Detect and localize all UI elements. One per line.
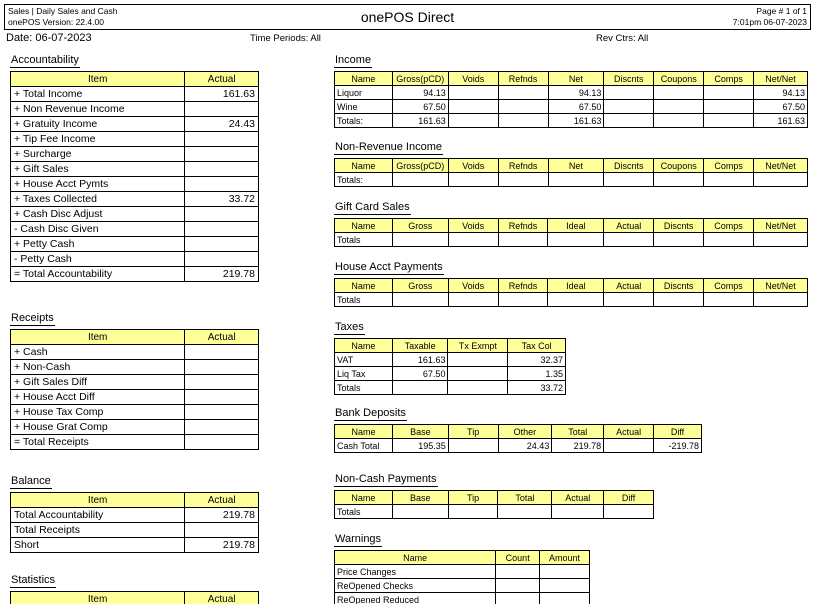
col-comps: Comps bbox=[704, 279, 754, 293]
cell-value bbox=[185, 375, 259, 390]
table-row bbox=[11, 252, 259, 267]
cell-tx-exmpt bbox=[448, 367, 508, 381]
cell-value: 219.78 bbox=[185, 538, 259, 553]
col-voids: Voids bbox=[448, 279, 498, 293]
cell-value: 219.78 bbox=[185, 508, 259, 523]
cell-value bbox=[185, 523, 259, 538]
income-title: Income bbox=[335, 54, 372, 66]
cell-coupons bbox=[654, 86, 704, 100]
warnings-title: Warnings bbox=[335, 533, 382, 545]
page-title: onePOS Direct bbox=[360, 9, 455, 25]
table-row bbox=[11, 162, 259, 177]
statistics-title: Statistics bbox=[11, 574, 56, 586]
col-ideal: Ideal bbox=[548, 219, 604, 233]
cell-voids bbox=[448, 173, 498, 187]
cell-total bbox=[498, 505, 552, 519]
cell-discnts bbox=[654, 293, 704, 307]
table-row bbox=[11, 117, 259, 132]
non-revenue-income-section bbox=[334, 137, 808, 187]
cell-label: Total Accountability bbox=[11, 508, 185, 523]
cell-amount bbox=[540, 579, 590, 593]
accountability-title: Accountability bbox=[11, 54, 79, 66]
cell-refnds bbox=[498, 114, 548, 128]
cell-name: Price Changes bbox=[335, 565, 496, 579]
cell-value bbox=[185, 360, 259, 375]
cell-label: + House Acct Pymts bbox=[11, 177, 185, 192]
cell-comps bbox=[704, 86, 754, 100]
table-row bbox=[11, 375, 259, 390]
col-name: Name bbox=[335, 279, 393, 293]
cell-comps bbox=[704, 293, 754, 307]
cell-taxable: 67.50 bbox=[392, 367, 448, 381]
cell-discnts bbox=[604, 86, 654, 100]
col-total: Total bbox=[498, 491, 552, 505]
cell-label: + Non Revenue Income bbox=[11, 102, 185, 117]
cell-label: Total Receipts bbox=[11, 523, 185, 538]
cell-tx-exmpt bbox=[448, 381, 508, 395]
col-net: Net bbox=[548, 72, 604, 86]
col-count: Count bbox=[496, 551, 540, 565]
col-comps: Comps bbox=[704, 219, 754, 233]
cell-net bbox=[548, 173, 604, 187]
table-row bbox=[335, 579, 590, 593]
table-row bbox=[11, 420, 259, 435]
cell-label: = Total Accountability bbox=[11, 267, 185, 282]
bank-deposits-title: Bank Deposits bbox=[335, 407, 406, 419]
col-base: Base bbox=[392, 425, 448, 439]
cell-value bbox=[185, 252, 259, 267]
cell-value: 161.63 bbox=[185, 87, 259, 102]
cell-net: 67.50 bbox=[548, 100, 604, 114]
col-name: Name bbox=[335, 551, 496, 565]
cell-voids bbox=[448, 233, 498, 247]
cell-value bbox=[185, 132, 259, 147]
cell-name: Totals: bbox=[335, 173, 393, 187]
table-header-row bbox=[335, 339, 566, 353]
cell-ideal bbox=[548, 233, 604, 247]
cell-gross bbox=[392, 173, 448, 187]
col-gross: Gross bbox=[392, 219, 448, 233]
cell-label: + Surcharge bbox=[11, 147, 185, 162]
cell-netnet: 67.50 bbox=[754, 100, 808, 114]
cell-value bbox=[185, 102, 259, 117]
table-header-row bbox=[335, 551, 590, 565]
cell-tx-exmpt bbox=[448, 353, 508, 367]
col-item: Item bbox=[11, 493, 185, 508]
col-netnet: Net/Net bbox=[754, 72, 808, 86]
table-row bbox=[11, 523, 259, 538]
cell-value bbox=[185, 390, 259, 405]
cell-value bbox=[185, 222, 259, 237]
col-refnds: Refnds bbox=[498, 72, 548, 86]
cell-net: 94.13 bbox=[548, 86, 604, 100]
col-name: Name bbox=[335, 491, 393, 505]
table-row bbox=[11, 207, 259, 222]
col-refnds: Refnds bbox=[498, 279, 548, 293]
cell-other: 24.43 bbox=[498, 439, 552, 453]
non-cash-payments-title: Non-Cash Payments bbox=[335, 473, 437, 485]
gift-card-sales-title: Gift Card Sales bbox=[335, 201, 410, 213]
cell-comps bbox=[704, 233, 754, 247]
col-voids: Voids bbox=[448, 219, 498, 233]
taxes-title: Taxes bbox=[335, 321, 364, 333]
table-row bbox=[335, 505, 654, 519]
house-acct-payments-section bbox=[334, 257, 808, 307]
col-voids: Voids bbox=[448, 72, 498, 86]
col-discnts: Discnts bbox=[654, 279, 704, 293]
cell-tip bbox=[448, 505, 498, 519]
cell-netnet bbox=[754, 293, 808, 307]
cell-label: + House Grat Comp bbox=[11, 420, 185, 435]
table-header-row bbox=[11, 592, 259, 604]
gift-card-sales-section bbox=[334, 197, 808, 247]
col-coupons: Coupons bbox=[654, 72, 704, 86]
table-row bbox=[11, 87, 259, 102]
cell-label: + Petty Cash bbox=[11, 237, 185, 252]
cell-ideal bbox=[548, 293, 604, 307]
cell-label: + Non-Cash bbox=[11, 360, 185, 375]
cell-name: Totals bbox=[335, 233, 393, 247]
statistics-section bbox=[10, 570, 259, 604]
cell-gross: 161.63 bbox=[392, 114, 448, 128]
cell-voids bbox=[448, 100, 498, 114]
table-header-row bbox=[11, 493, 259, 508]
cell-gross: 67.50 bbox=[392, 100, 448, 114]
table-header-row bbox=[335, 72, 808, 86]
col-coupons: Coupons bbox=[654, 159, 704, 173]
cell-name: Cash Total bbox=[335, 439, 393, 453]
cell-base: 195.35 bbox=[392, 439, 448, 453]
cell-refnds bbox=[498, 173, 548, 187]
cell-value bbox=[185, 177, 259, 192]
cell-value: 33.72 bbox=[185, 192, 259, 207]
col-item: Item bbox=[11, 592, 185, 604]
table-row bbox=[11, 538, 259, 553]
table-row bbox=[335, 100, 808, 114]
col-ideal: Ideal bbox=[548, 279, 604, 293]
cell-label: + House Acct Diff bbox=[11, 390, 185, 405]
col-name: Name bbox=[335, 159, 393, 173]
cell-actual bbox=[552, 505, 604, 519]
col-actual: Actual bbox=[185, 592, 259, 604]
app-version: onePOS Version: 22.4.00 bbox=[8, 17, 104, 27]
cell-label: - Cash Disc Given bbox=[11, 222, 185, 237]
table-row bbox=[11, 405, 259, 420]
col-discnts: Discnts bbox=[654, 219, 704, 233]
rev-ctrs-filter: Rev Ctrs: All bbox=[596, 33, 649, 44]
non-revenue-income-title: Non-Revenue Income bbox=[335, 141, 443, 153]
cell-gross bbox=[392, 293, 448, 307]
cell-label: = Total Receipts bbox=[11, 435, 185, 450]
table-row bbox=[335, 173, 808, 187]
col-amount: Amount bbox=[540, 551, 590, 565]
cell-netnet: 94.13 bbox=[754, 86, 808, 100]
report-breadcrumb: Sales | Daily Sales and Cash bbox=[8, 6, 118, 16]
cell-label: - Petty Cash bbox=[11, 252, 185, 267]
cell-coupons bbox=[654, 100, 704, 114]
cell-discnts bbox=[604, 114, 654, 128]
table-header-row bbox=[335, 491, 654, 505]
table-row bbox=[11, 345, 259, 360]
col-net: Net bbox=[548, 159, 604, 173]
non-cash-payments-section bbox=[334, 469, 654, 519]
cell-refnds bbox=[498, 233, 548, 247]
col-base: Base bbox=[392, 491, 448, 505]
cell-taxable bbox=[392, 381, 448, 395]
table-row bbox=[11, 222, 259, 237]
table-row bbox=[11, 390, 259, 405]
col-tx-exmpt: Tx Exmpt bbox=[448, 339, 508, 353]
cell-value: 219.78 bbox=[185, 267, 259, 282]
statistics-table bbox=[10, 591, 259, 604]
cell-refnds bbox=[498, 293, 548, 307]
col-actual: Actual bbox=[185, 493, 259, 508]
col-gross: Gross bbox=[392, 279, 448, 293]
table-row bbox=[11, 102, 259, 117]
col-actual: Actual bbox=[185, 72, 259, 87]
house-acct-payments-title: House Acct Payments bbox=[335, 261, 443, 273]
cell-actual bbox=[604, 439, 654, 453]
cell-label: + Gift Sales bbox=[11, 162, 185, 177]
cell-count bbox=[496, 593, 540, 604]
table-header-row bbox=[11, 72, 259, 87]
cell-coupons bbox=[654, 114, 704, 128]
table-row bbox=[11, 360, 259, 375]
cell-discnts bbox=[654, 233, 704, 247]
cell-label: + Total Income bbox=[11, 87, 185, 102]
cell-comps bbox=[704, 114, 754, 128]
cell-name: Totals bbox=[335, 381, 393, 395]
col-voids: Voids bbox=[448, 159, 498, 173]
gift-card-sales-table bbox=[334, 218, 808, 247]
cell-value bbox=[185, 147, 259, 162]
cell-label: Short bbox=[11, 538, 185, 553]
cell-label: + Cash bbox=[11, 345, 185, 360]
table-row bbox=[335, 367, 566, 381]
col-actual: Actual bbox=[185, 330, 259, 345]
cell-value bbox=[185, 420, 259, 435]
table-row bbox=[335, 114, 808, 128]
accountability-table bbox=[10, 71, 259, 282]
col-other: Other bbox=[498, 425, 552, 439]
col-netnet: Net/Net bbox=[754, 219, 808, 233]
col-tip: Tip bbox=[448, 425, 498, 439]
table-row bbox=[335, 353, 566, 367]
cell-comps bbox=[704, 173, 754, 187]
col-item: Item bbox=[11, 330, 185, 345]
cell-name: Wine bbox=[335, 100, 393, 114]
cell-base bbox=[392, 505, 448, 519]
cell-gross bbox=[392, 233, 448, 247]
col-gross: Gross(pCD) bbox=[392, 159, 448, 173]
cell-label: + Gratuity Income bbox=[11, 117, 185, 132]
cell-name: Totals bbox=[335, 505, 393, 519]
col-actual: Actual bbox=[552, 491, 604, 505]
cell-name: Liq Tax bbox=[335, 367, 393, 381]
cell-netnet bbox=[754, 233, 808, 247]
house-acct-payments-table bbox=[334, 278, 808, 307]
col-discnts: Discnts bbox=[604, 159, 654, 173]
table-row bbox=[335, 233, 808, 247]
col-taxable: Taxable bbox=[392, 339, 448, 353]
cell-name: Totals: bbox=[335, 114, 393, 128]
cell-label: + House Tax Comp bbox=[11, 405, 185, 420]
cell-label: + Taxes Collected bbox=[11, 192, 185, 207]
col-refnds: Refnds bbox=[498, 159, 548, 173]
cell-netnet: 161.63 bbox=[754, 114, 808, 128]
report-subheader bbox=[6, 32, 809, 46]
cell-count bbox=[496, 565, 540, 579]
cell-label: + Cash Disc Adjust bbox=[11, 207, 185, 222]
table-row bbox=[11, 435, 259, 450]
taxes-section bbox=[334, 317, 566, 395]
col-netnet: Net/Net bbox=[754, 279, 808, 293]
cell-amount bbox=[540, 593, 590, 604]
table-header-row bbox=[335, 425, 702, 439]
col-diff: Diff bbox=[654, 425, 702, 439]
cell-name: ReOpened Reduced bbox=[335, 593, 496, 604]
table-row bbox=[335, 86, 808, 100]
cell-refnds bbox=[498, 100, 548, 114]
cell-name: VAT bbox=[335, 353, 393, 367]
table-header-row bbox=[335, 279, 808, 293]
table-row bbox=[335, 565, 590, 579]
receipts-table bbox=[10, 329, 259, 450]
table-row bbox=[11, 508, 259, 523]
cell-refnds bbox=[498, 86, 548, 100]
cell-discnts bbox=[604, 173, 654, 187]
cell-tax-col: 33.72 bbox=[508, 381, 566, 395]
col-actual: Actual bbox=[604, 219, 654, 233]
table-row bbox=[11, 147, 259, 162]
warnings-section bbox=[334, 529, 590, 604]
table-row bbox=[11, 177, 259, 192]
cell-discnts bbox=[604, 100, 654, 114]
cell-label: + Gift Sales Diff bbox=[11, 375, 185, 390]
cell-voids bbox=[448, 114, 498, 128]
cell-amount bbox=[540, 565, 590, 579]
balance-title: Balance bbox=[11, 475, 51, 487]
bank-deposits-table bbox=[334, 424, 702, 453]
non-revenue-income-table bbox=[334, 158, 808, 187]
cell-netnet bbox=[754, 173, 808, 187]
col-gross: Gross(pCD) bbox=[392, 72, 448, 86]
col-actual: Actual bbox=[604, 279, 654, 293]
col-name: Name bbox=[335, 219, 393, 233]
cell-total: 219.78 bbox=[552, 439, 604, 453]
col-item: Item bbox=[11, 72, 185, 87]
col-name: Name bbox=[335, 425, 393, 439]
cell-net: 161.63 bbox=[548, 114, 604, 128]
col-discnts: Discnts bbox=[604, 72, 654, 86]
cell-value bbox=[185, 345, 259, 360]
table-header-row bbox=[335, 219, 808, 233]
table-header-row bbox=[11, 330, 259, 345]
cell-value bbox=[185, 237, 259, 252]
col-total: Total bbox=[552, 425, 604, 439]
cell-name: Liquor bbox=[335, 86, 393, 100]
col-comps: Comps bbox=[704, 72, 754, 86]
balance-section bbox=[10, 471, 259, 553]
cell-comps bbox=[704, 100, 754, 114]
page-number: Page # 1 of 1 bbox=[756, 6, 807, 16]
table-row bbox=[335, 439, 702, 453]
cell-value bbox=[185, 207, 259, 222]
cell-value: 24.43 bbox=[185, 117, 259, 132]
table-row bbox=[11, 132, 259, 147]
col-tip: Tip bbox=[448, 491, 498, 505]
cell-tax-col: 32.37 bbox=[508, 353, 566, 367]
non-cash-payments-table bbox=[334, 490, 654, 519]
table-row bbox=[11, 237, 259, 252]
cell-label: + Tip Fee Income bbox=[11, 132, 185, 147]
cell-value bbox=[185, 405, 259, 420]
cell-name: ReOpened Checks bbox=[335, 579, 496, 593]
cell-diff: -219.78 bbox=[654, 439, 702, 453]
cell-actual bbox=[604, 293, 654, 307]
taxes-table bbox=[334, 338, 566, 395]
cell-taxable: 161.63 bbox=[392, 353, 448, 367]
table-row bbox=[335, 381, 566, 395]
cell-tax-col: 1.35 bbox=[508, 367, 566, 381]
cell-value bbox=[185, 162, 259, 177]
col-refnds: Refnds bbox=[498, 219, 548, 233]
cell-name: Totals bbox=[335, 293, 393, 307]
col-netnet: Net/Net bbox=[754, 159, 808, 173]
cell-tip bbox=[448, 439, 498, 453]
table-row bbox=[11, 192, 259, 207]
col-comps: Comps bbox=[704, 159, 754, 173]
time-periods-filter: Time Periods: All bbox=[250, 33, 321, 44]
print-timestamp: 7:01pm 06-07-2023 bbox=[732, 17, 807, 27]
cell-actual bbox=[604, 233, 654, 247]
cell-diff bbox=[604, 505, 654, 519]
col-actual: Actual bbox=[604, 425, 654, 439]
table-row bbox=[335, 593, 590, 604]
income-table bbox=[334, 71, 808, 128]
cell-count bbox=[496, 579, 540, 593]
cell-voids bbox=[448, 293, 498, 307]
balance-table bbox=[10, 492, 259, 553]
bank-deposits-section bbox=[334, 403, 702, 453]
cell-value bbox=[185, 435, 259, 450]
col-name: Name bbox=[335, 72, 393, 86]
table-row bbox=[335, 293, 808, 307]
col-tax-col: Tax Col bbox=[508, 339, 566, 353]
table-row bbox=[11, 267, 259, 282]
header-right-block bbox=[733, 6, 807, 28]
cell-voids bbox=[448, 86, 498, 100]
receipts-title: Receipts bbox=[11, 312, 54, 324]
col-diff: Diff bbox=[604, 491, 654, 505]
col-name: Name bbox=[335, 339, 393, 353]
accountability-section bbox=[10, 50, 259, 282]
receipts-section bbox=[10, 308, 259, 450]
table-header-row bbox=[335, 159, 808, 173]
cell-gross: 94.13 bbox=[392, 86, 448, 100]
report-header bbox=[4, 4, 811, 30]
income-section bbox=[334, 50, 808, 128]
cell-coupons bbox=[654, 173, 704, 187]
warnings-table bbox=[334, 550, 590, 604]
report-date: Date: 06-07-2023 bbox=[6, 32, 92, 44]
